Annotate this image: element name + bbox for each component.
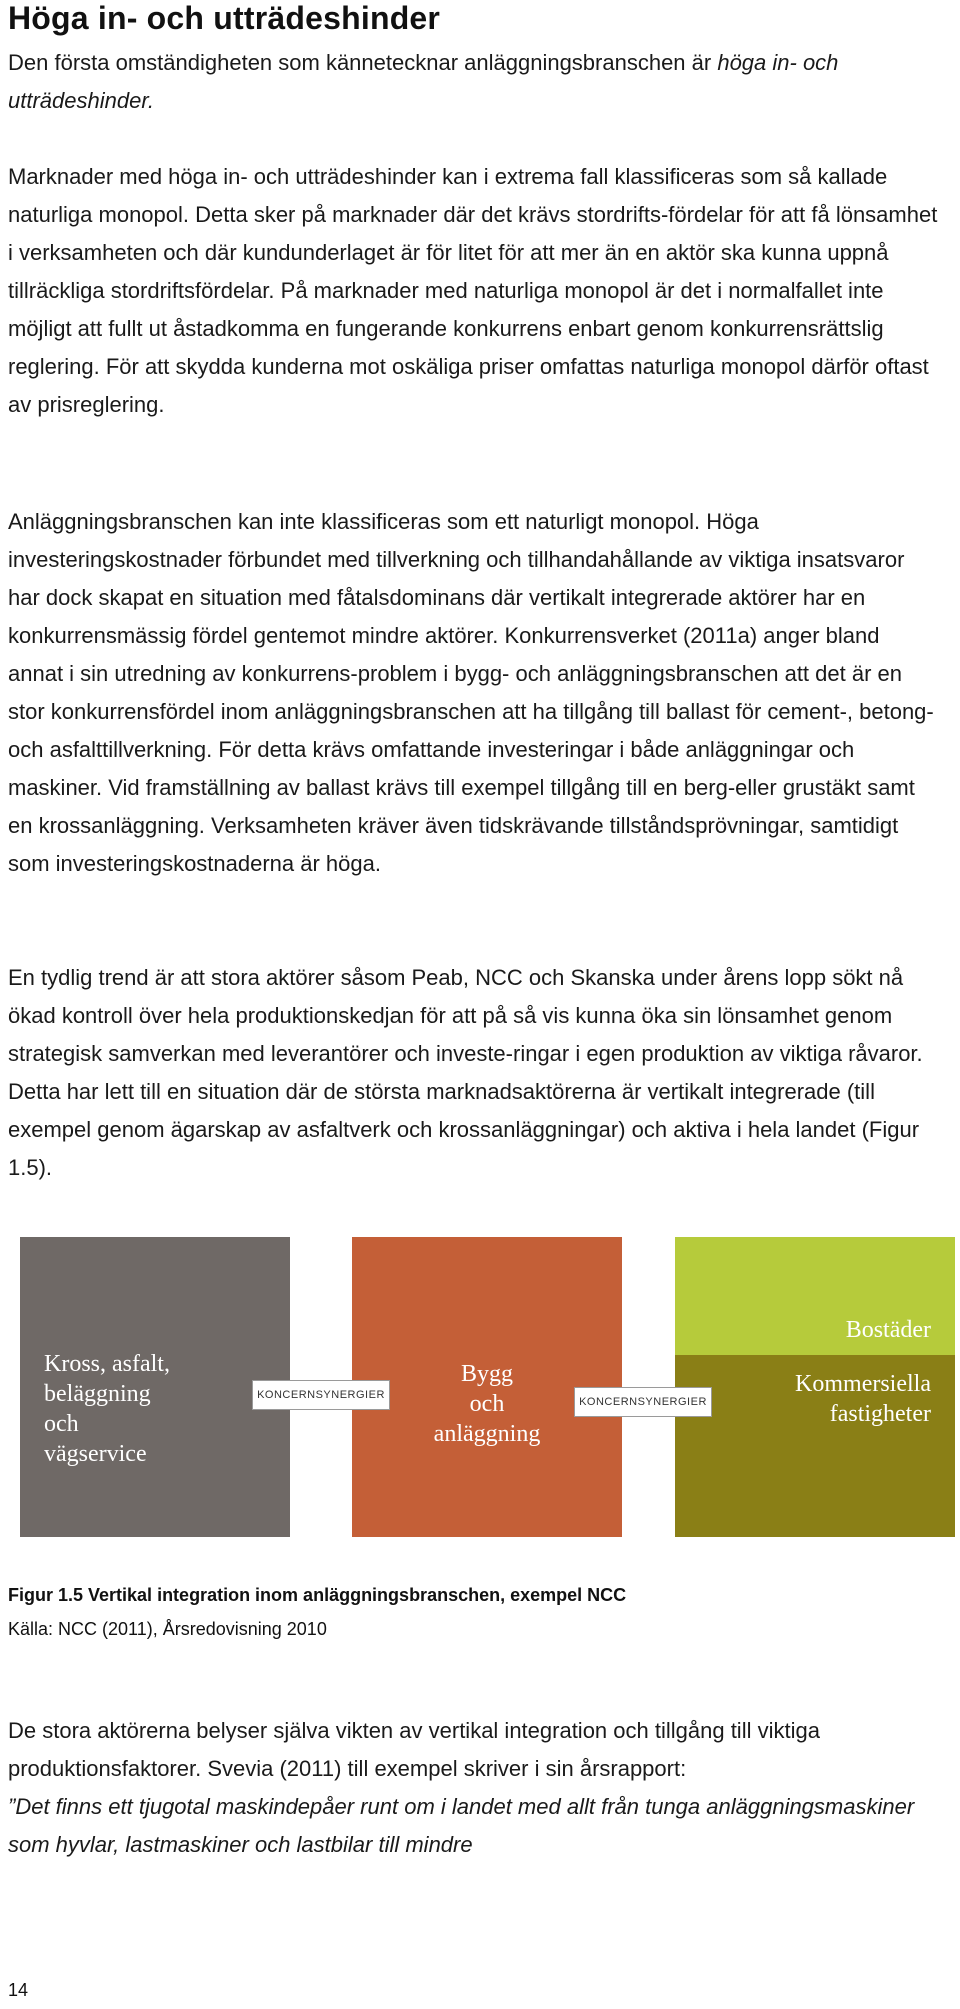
page-number: 14	[8, 1980, 29, 2000]
synergy-label-left: KONCERNSYNERGIER	[252, 1380, 390, 1410]
section-heading: Höga in- och utträdeshinder	[8, 0, 441, 36]
panel1-line: vägservice	[44, 1441, 147, 1467]
intro-emphasis: höga in- och utträdeshinder.	[8, 50, 839, 113]
paragraph-integration: De stora aktörerna belyser själva vikten av vertikal integration och tillgång till viktiga produktionsfaktorer. Svevia (2011) till exempel skriver i sin årsrapport:	[8, 1718, 820, 1781]
intro-paragraph	[8, 44, 938, 120]
panel-housing	[675, 1237, 955, 1355]
panel-crushing-asphalt-label	[44, 1349, 170, 1469]
paragraph-natural-monopoly: Marknader med höga in- och utträdeshinder kan i extrema fall klassificeras som så kallade naturliga monopol. Detta sker på marknader där det krävs stordrifts-fördelar för att få lönsamhet i verksamheten och där kundunderlaget är för litet för att mer än en aktör ska kunna uppnå tillräckliga stordriftsfördelar. På marknader med naturliga monopol är det i normalfallet inte möjligt att fullt ut åstadkomma en fungerande konkurrens enbart genom konkurrensrättslig reglering. För att skydda kunderna mot oskäliga priser omfattas naturliga monopol därför oftast av prisreglering.	[8, 164, 938, 417]
paragraph-construction-industry: Anläggningsbranschen kan inte klassificeras som ett naturligt monopol. Höga investeringskostnader förbundet med tillverkning och tillhandahållande av viktiga insatsvaror har dock skapat en situation med fåtalsdominans där vertikalt integrerade aktörer har en konkurrensmässig fördel gentemot mindre aktörer. Konkurrensverket (2011a) anger bland annat i sin utredning av konkurrens-problem i bygg- och anläggningsbranschen att det är en stor konkurrensfördel inom anläggningsbranschen att ha tillgång till ballast för cement-, betong- och asfalttillverkning. För detta krävs omfattande investeringar i både anläggningar och maskiner. Vid framställning av ballast krävs till exempel tillgång till en berg-eller grustäkt samt en krossanläggning. Verksamheten kräver även tidskrävande tillståndsprövningar, samtidigt som investeringskostnaderna är höga.	[8, 509, 934, 876]
panel3-line: Kommersiella	[795, 1371, 931, 1397]
panel-housing-label: Bostäder	[845, 1317, 931, 1343]
figure-source: Källa: NCC (2011), Årsredovisning 2010	[8, 1619, 327, 1639]
panel-crushing-asphalt	[20, 1237, 290, 1537]
panel-commercial-label	[795, 1369, 931, 1429]
panel2-line: Bygg	[460, 1361, 513, 1387]
panel2-line: anläggning	[433, 1421, 541, 1447]
intro-text: Den första omständigheten som kännetecknar anläggningsbranschen är	[8, 50, 718, 75]
paragraph-trend: En tydlig trend är att stora aktörer såsom Peab, NCC och Skanska under årens lopp sökt nå ökad kontroll över hela produktionskedjan för att på så vis kunna öka sin lönsamhet genom strategisk samverkan med leverantörer och investe-ringar i egen produktion av viktiga råvaror. Detta har lett till en situation där de största marknadsaktörerna är vertikalt integrerade (till exempel genom ägarskap av asfaltverk och krossanläggningar) och aktiva i hela landet (Figur 1.5).	[8, 965, 923, 1180]
figure-vertical-integration	[20, 1237, 931, 1539]
panel-commercial-property	[675, 1355, 955, 1537]
figure-caption: Figur 1.5 Vertikal integration inom anläggningsbranschen, exempel NCC	[8, 1585, 627, 1605]
synergy-label-right: KONCERNSYNERGIER	[574, 1387, 712, 1417]
panel1-line: och	[44, 1411, 79, 1437]
quote-svevia: ”Det finns ett tjugotal maskindepåer runt om i landet med allt från tunga anläggningsmaskiner som hyvlar, lastmaskiner och lastbilar till mindre	[8, 1794, 915, 1857]
panel1-line: Kross, asfalt,	[44, 1351, 170, 1377]
panel2-line: och	[469, 1391, 505, 1417]
panel-housing-commercial	[675, 1237, 955, 1537]
panel1-line: beläggning	[44, 1381, 151, 1407]
panel3-line: fastigheter	[829, 1401, 931, 1427]
